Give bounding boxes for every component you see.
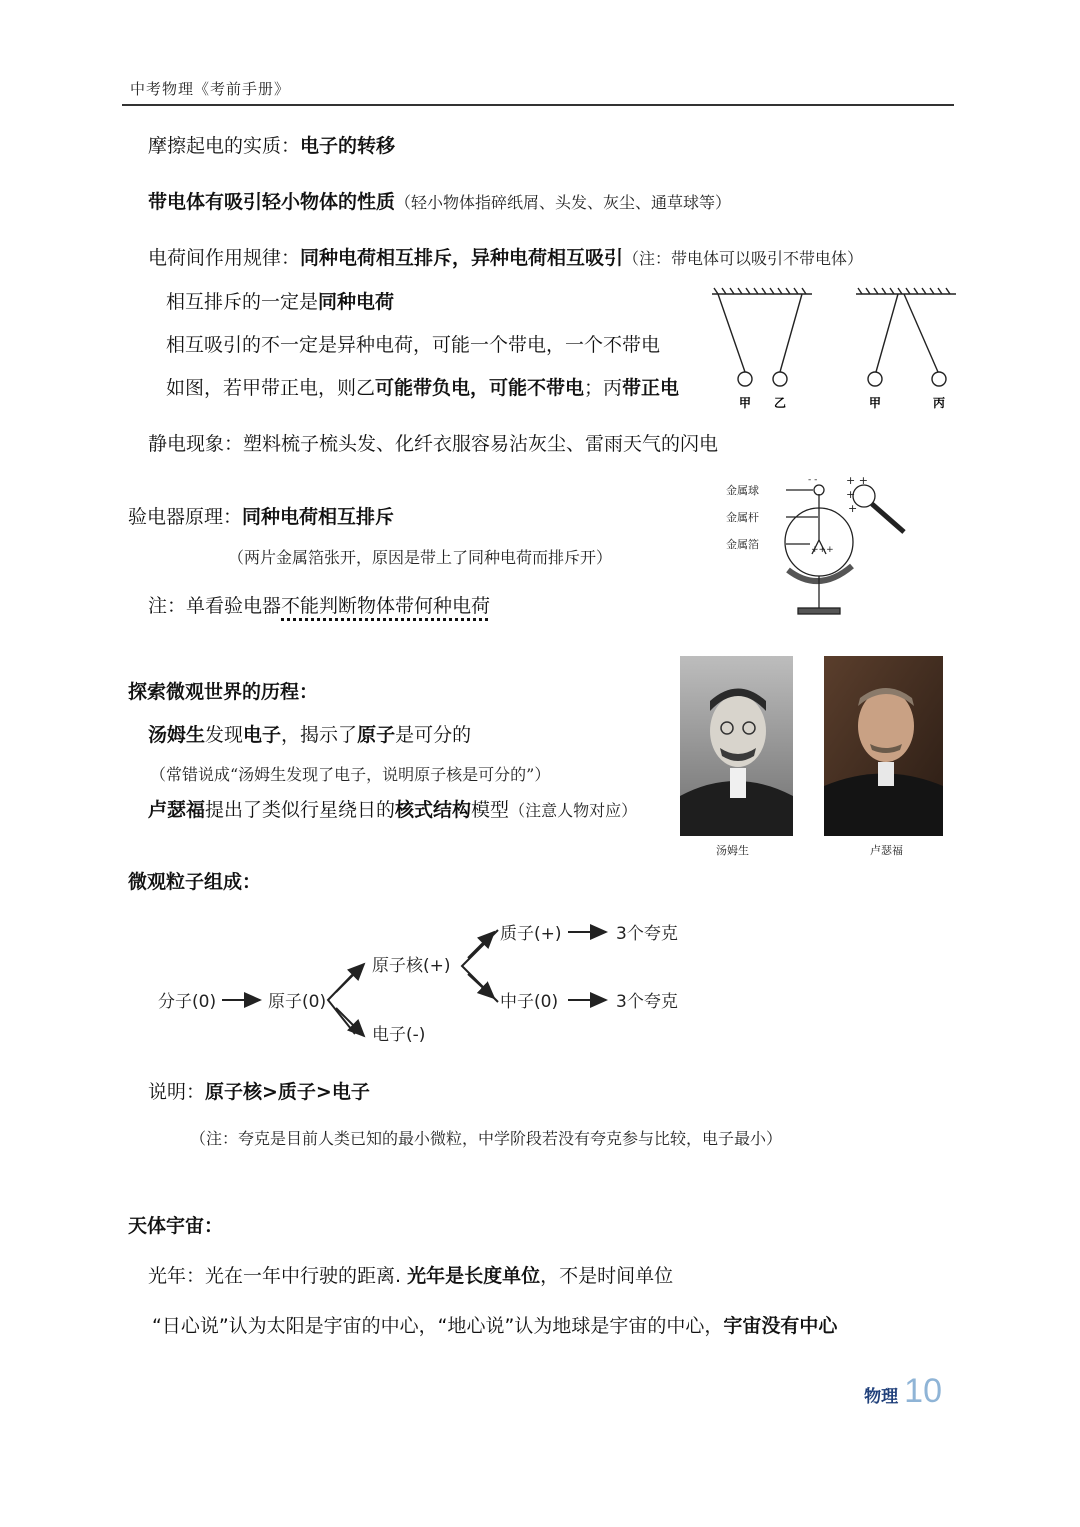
text: 验电器原理： xyxy=(128,506,243,528)
label-metal-rod: 金属杆 xyxy=(726,511,759,524)
bold-text: 探索微观世界的历程： xyxy=(128,681,319,703)
caption-thomson: 汤姆生 xyxy=(716,844,749,857)
bold-text: 异种电荷相互吸引 xyxy=(471,247,624,269)
line-friction-charging xyxy=(148,134,395,158)
line-example xyxy=(166,376,679,400)
line-light-year xyxy=(148,1264,673,1288)
arrow-atom-electron xyxy=(336,1008,364,1036)
bold-text: 天体宇宙： xyxy=(128,1215,224,1237)
line-electroscope-principle xyxy=(128,505,394,529)
bold-text: 带正电 xyxy=(622,377,680,399)
page-number: 10 xyxy=(904,1372,942,1410)
bold-text: 卢瑟福 xyxy=(148,799,206,821)
text: ，揭示了 xyxy=(281,724,358,746)
text: 电荷间作用规律： xyxy=(148,247,301,269)
section-title-micro-history xyxy=(128,680,318,704)
bracket-nucleus xyxy=(462,930,498,1002)
footer-subject: 物理 xyxy=(864,1387,899,1407)
thomson-portrait xyxy=(680,656,793,836)
emphasis-dotted: 不能判断物体带何种电荷 xyxy=(281,595,491,617)
text: 相互吸引的不一定是异种电荷，可能一个带电，一个不带电 xyxy=(166,334,661,356)
text: 注：单看验电器 xyxy=(148,595,282,617)
line-electroscope-note xyxy=(148,594,490,618)
bold-text: 可能带负电，可能不带电 xyxy=(375,377,585,399)
line-static-phenomena xyxy=(148,432,718,456)
bold-text: 带电体有吸引轻小物体的性质 xyxy=(148,191,396,213)
line-charge-rule xyxy=(148,246,863,271)
pendulum-diagram xyxy=(708,286,960,414)
label-quark-2: 3个夸克 xyxy=(616,992,678,1012)
arrow-nucleus-neutron xyxy=(468,974,494,998)
arrow-atom-nucleus xyxy=(336,964,364,992)
label-jia-2: 甲 xyxy=(869,396,882,410)
section-title-universe xyxy=(128,1214,223,1238)
text: 是可分的 xyxy=(395,724,472,746)
text: 静电现象：塑料梳子梳头发、化纤衣服容易沾灰尘、雷雨天气的闪电 xyxy=(148,433,719,455)
label-bing: 丙 xyxy=(933,396,946,410)
line-cosmology xyxy=(152,1314,837,1338)
text: 如图，若甲带正电，则乙 xyxy=(166,377,376,399)
label-electron: 电子(-) xyxy=(372,1025,426,1045)
note-text: （轻小物体指碎纸屑、头发、灰尘、通草球等） xyxy=(395,193,732,212)
label-nucleus: 原子核(+) xyxy=(372,956,451,976)
bold-text: 原子 xyxy=(357,724,396,746)
page-footer xyxy=(864,1372,942,1411)
svg-text:- -: - - xyxy=(808,475,818,485)
text: “日心说”认为太阳是宇宙的中心，“地心说”认为地球是宇宙的中心， xyxy=(152,1315,724,1337)
bold-text: 宇宙没有中心 xyxy=(723,1315,838,1337)
electroscope-note: （两片金属箔张开，原因是带上了同种电荷而排斥开） xyxy=(228,548,613,567)
line-thomson xyxy=(148,723,471,747)
text: 发现 xyxy=(205,724,244,746)
bold-text: 原子核>质子>电子 xyxy=(205,1081,370,1103)
bold-text: 同种电荷 xyxy=(318,291,395,313)
svg-text:+: + xyxy=(846,488,856,501)
text: 摩擦起电的实质： xyxy=(148,135,301,157)
bold-text: 光年是长度单位 xyxy=(407,1265,541,1287)
text: 说明： xyxy=(148,1081,206,1103)
note-text: （注意人物对应） xyxy=(509,801,638,820)
label-quark-1: 3个夸克 xyxy=(616,924,678,944)
line-attract xyxy=(166,333,660,357)
rutherford-portrait xyxy=(824,656,943,836)
label-metal-foil: 金属箔 xyxy=(726,538,759,551)
label-atom: 原子(0) xyxy=(268,992,327,1012)
svg-text:+++: +++ xyxy=(811,545,834,555)
line-rutherford xyxy=(148,798,637,823)
bracket-atom xyxy=(328,972,355,1034)
text: 光年：光在一年中行驶的距离. xyxy=(148,1265,402,1287)
text: 模型 xyxy=(471,799,510,821)
line-attraction-property xyxy=(148,190,731,215)
text: 提出了类似行星绕日的 xyxy=(205,799,396,821)
particle-composition-diagram xyxy=(150,912,710,1052)
label-proton: 质子(+) xyxy=(500,924,562,944)
header-divider xyxy=(122,104,954,106)
bold-text: 汤姆生 xyxy=(148,724,206,746)
line-repel xyxy=(166,290,394,314)
section-title-particles xyxy=(128,870,261,894)
label-neutron: 中子(0) xyxy=(500,992,559,1012)
bold-text: 电子 xyxy=(243,724,282,746)
electroscope-diagram xyxy=(722,470,918,620)
label-yi: 乙 xyxy=(774,396,787,410)
label-metal-ball: 金属球 xyxy=(726,484,759,497)
text: ；丙 xyxy=(584,377,623,399)
bold-text: 微观粒子组成： xyxy=(128,871,262,893)
label-jia: 甲 xyxy=(739,396,752,410)
caption-rutherford: 卢瑟福 xyxy=(870,844,903,857)
quark-note: （注：夸克是目前人类已知的最小微粒，中学阶段若没有夸克参与比较，电子最小） xyxy=(190,1129,783,1148)
line-size-order xyxy=(148,1080,370,1104)
svg-text:+ +: + + xyxy=(846,474,868,487)
bold-text: 同种电荷相互排斥， xyxy=(300,247,472,269)
note-text: （注：带电体可以吸引不带电体） xyxy=(623,249,864,268)
thomson-note: （常错说成“汤姆生发现了电子，说明原子核是可分的”） xyxy=(150,765,551,784)
text: 相互排斥的一定是 xyxy=(166,291,319,313)
text: ，不是时间单位 xyxy=(540,1265,674,1287)
bold-text: 同种电荷相互排斥 xyxy=(242,506,395,528)
header-title: 中考物理《考前手册》 xyxy=(130,80,291,98)
svg-text:+: + xyxy=(848,502,858,515)
label-molecule: 分子(0) xyxy=(158,992,217,1012)
arrow-nucleus-proton xyxy=(468,932,494,958)
bold-text: 核式结构 xyxy=(395,799,472,821)
bold-text: 电子的转移 xyxy=(300,135,396,157)
